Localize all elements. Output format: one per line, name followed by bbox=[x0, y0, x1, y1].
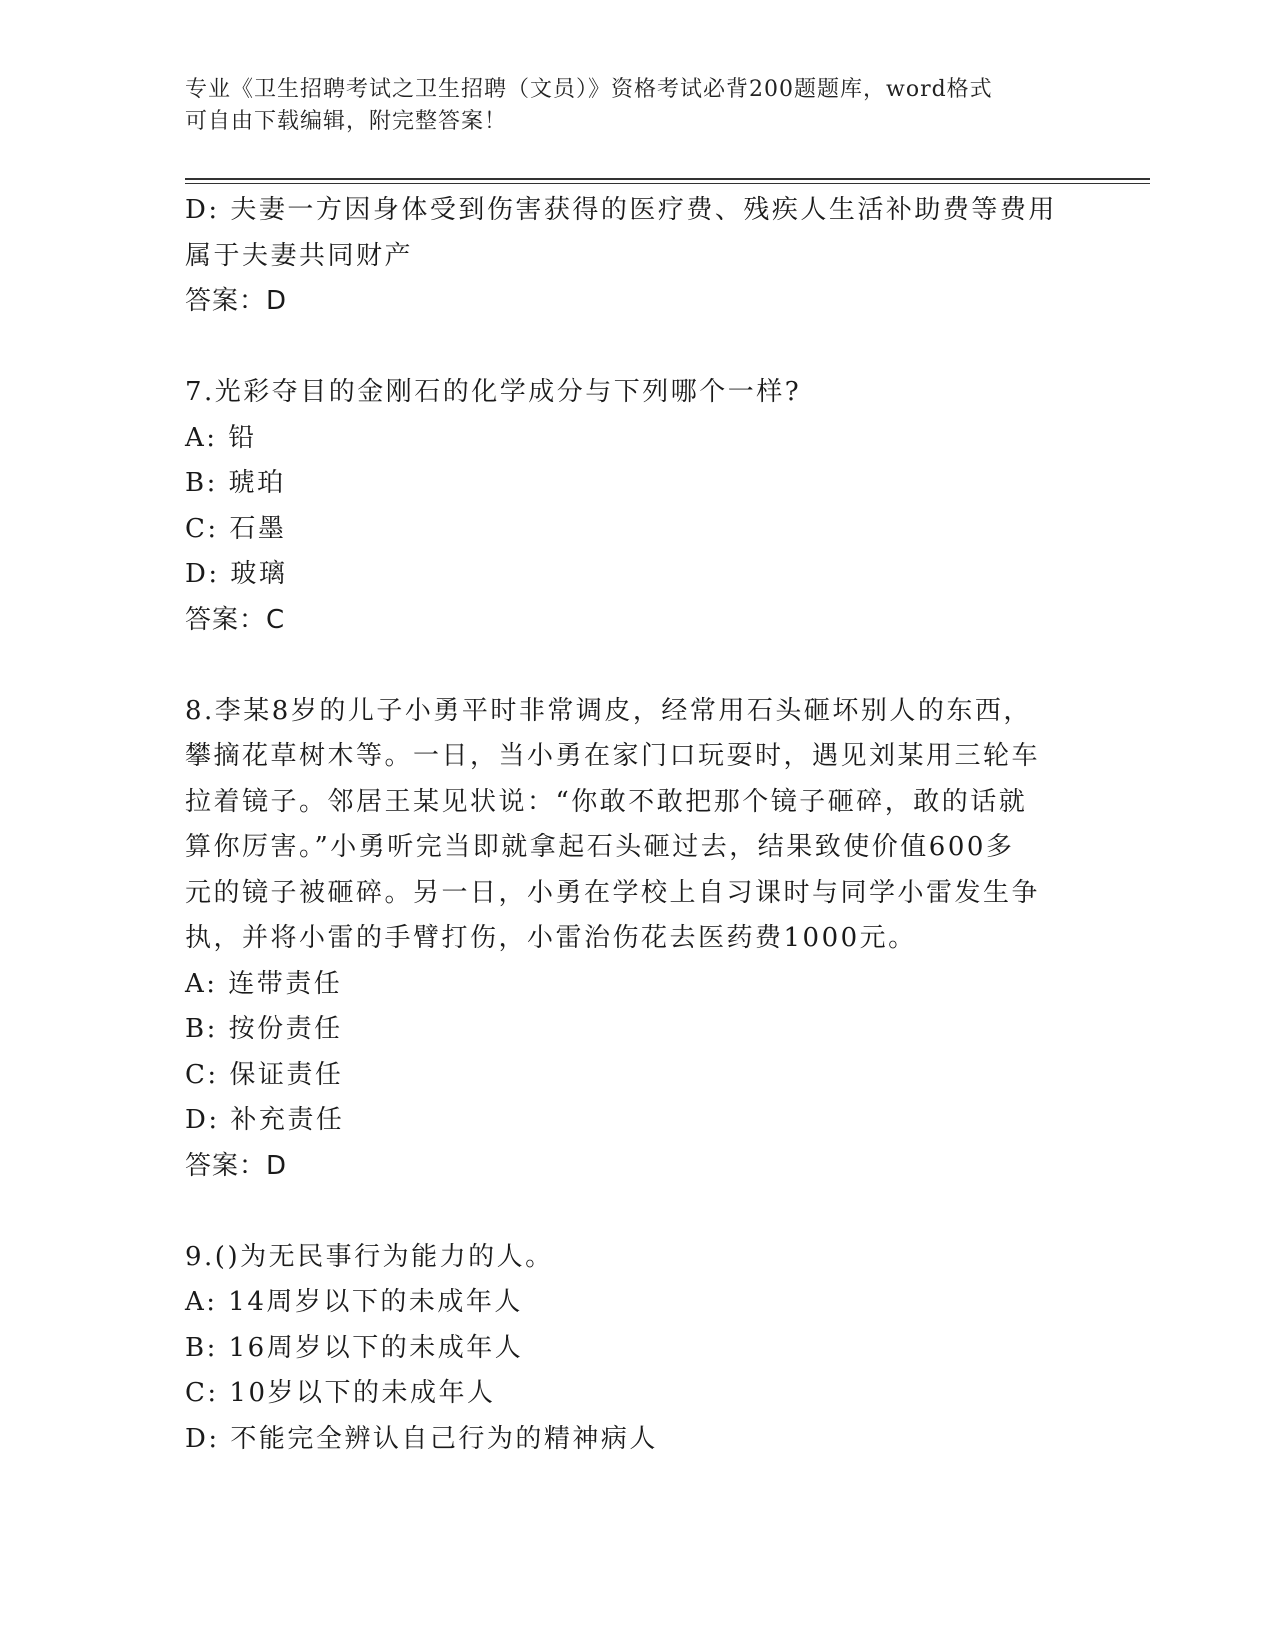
question-stem-line: 8.李某8岁的儿子小勇平时非常调皮，经常用石头砸坏别人的东西， bbox=[185, 695, 1032, 726]
question-gap bbox=[185, 643, 1065, 689]
header-title-line-2: 可自由下载编辑，附完整答案！ bbox=[185, 109, 508, 134]
header-title-line-1: 专业《卫生招聘考试之卫生招聘（文员）》资格考试必背200题题库，word格式 bbox=[185, 77, 993, 102]
answer-line: 答案：D bbox=[185, 1150, 288, 1181]
option-a: A: 铅 bbox=[185, 422, 257, 453]
question-stem-line: 算你厉害。”小勇听完当即就拿起石头砸过去，结果致使价值600多 bbox=[185, 832, 1015, 862]
question-9 bbox=[185, 1235, 1065, 1463]
question-stem: 9.()为无民事行为能力的人。 bbox=[185, 1241, 554, 1272]
option-d: D: 夫妻一方因身体受到伤害获得的医疗费、残疾人生活补助费等费用 bbox=[185, 195, 1057, 225]
option-c: C: 石墨 bbox=[185, 513, 287, 544]
question-list bbox=[185, 188, 1065, 1462]
question-stem-line: 元的镜子被砸碎。另一日，小勇在学校上自习课时与同学小雷发生争 bbox=[185, 877, 1041, 908]
option-d: D: 不能完全辨认自己行为的精神病人 bbox=[185, 1423, 658, 1454]
answer-line: 答案：C bbox=[185, 604, 286, 635]
question-6-tail bbox=[185, 188, 1065, 325]
header-rule-thick bbox=[185, 178, 1150, 180]
question-gap bbox=[185, 325, 1065, 371]
option-d: D: 玻璃 bbox=[185, 559, 288, 589]
question-stem-line: 攀摘花草树木等。一日，当小勇在家门口玩耍时，遇见刘某用三轮车 bbox=[185, 741, 1041, 771]
question-stem: 7.光彩夺目的金刚石的化学成分与下列哪个一样? bbox=[185, 377, 802, 407]
option-a: A: 连带责任 bbox=[185, 968, 343, 999]
option-a: A: 14周岁以下的未成年人 bbox=[185, 1287, 523, 1317]
option-b: B: 16周岁以下的未成年人 bbox=[185, 1332, 524, 1363]
answer-line: 答案：D bbox=[185, 286, 288, 316]
question-stem-line: 执，并将小雷的手臂打伤，小雷治伤花去医药费1000元。 bbox=[185, 923, 917, 953]
question-gap bbox=[185, 1189, 1065, 1235]
question-stem-line: 拉着镜子。邻居王某见状说：“你敢不敢把那个镜子砸碎，敢的话就 bbox=[185, 786, 1028, 817]
option-c: C: 保证责任 bbox=[185, 1059, 344, 1090]
option-d: D: 补充责任 bbox=[185, 1105, 345, 1135]
option-b: B: 按份责任 bbox=[185, 1014, 343, 1044]
document-page bbox=[185, 0, 1085, 1650]
option-b: B: 琥珀 bbox=[185, 468, 286, 498]
option-d-continued: 属于夫妻共同财产 bbox=[185, 240, 414, 271]
page-header bbox=[185, 74, 1065, 138]
header-rule-thin bbox=[185, 183, 1150, 184]
option-c: C: 10岁以下的未成年人 bbox=[185, 1378, 496, 1408]
question-7 bbox=[185, 370, 1065, 643]
question-8 bbox=[185, 689, 1065, 1190]
